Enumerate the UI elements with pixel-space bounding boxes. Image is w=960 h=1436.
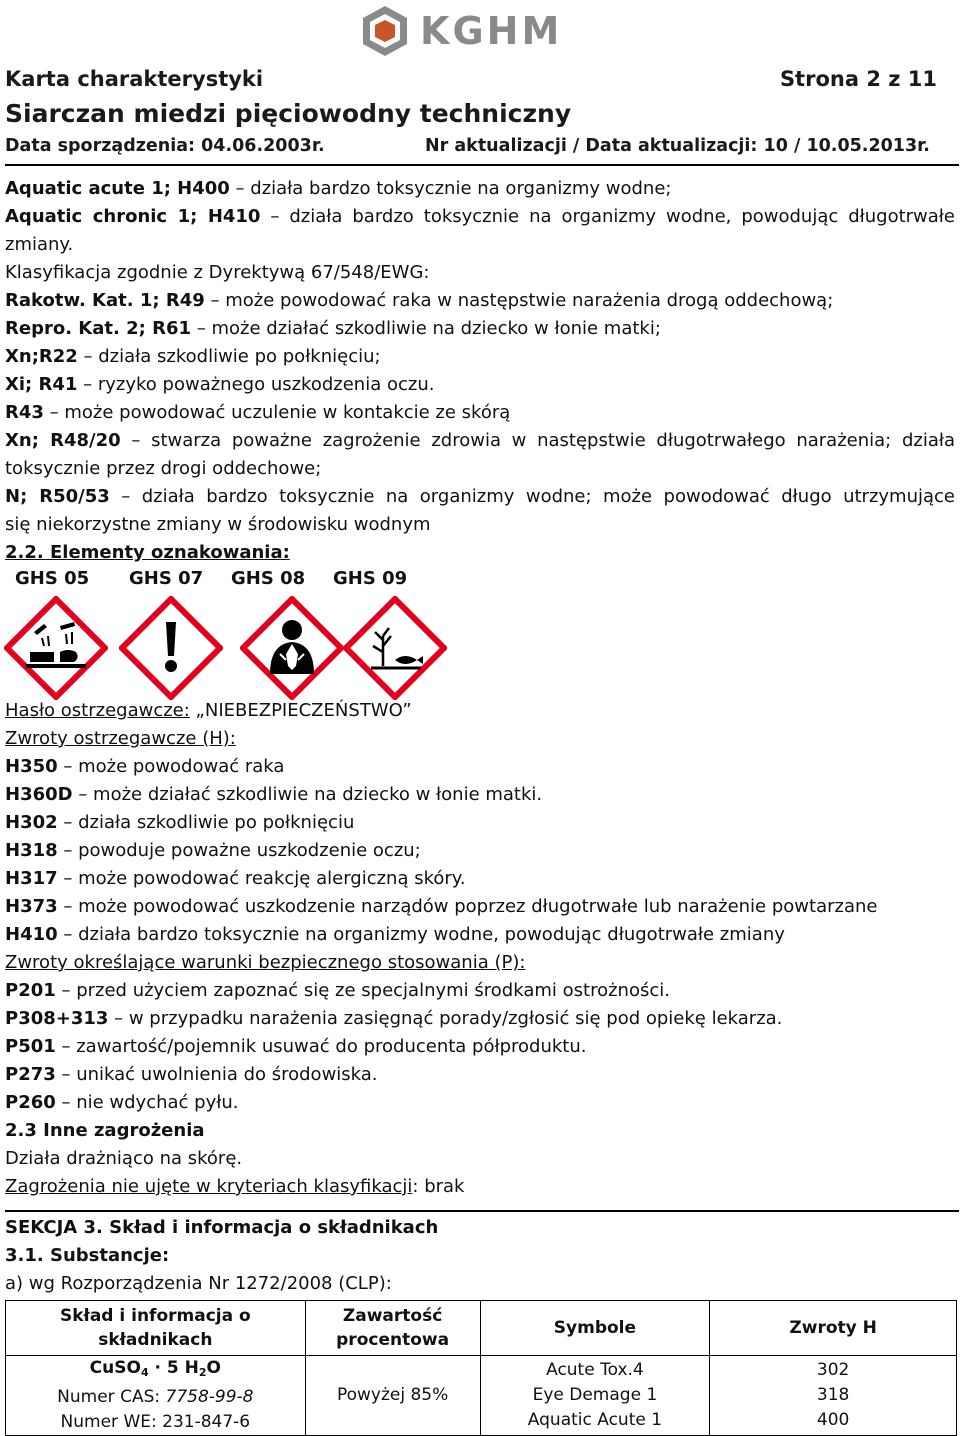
classification-block: [5, 175, 955, 567]
logo-mark-icon: [363, 6, 407, 56]
section-3-title: SEKCJA 3. Skład i informacja o składnikach: [5, 1217, 439, 1238]
text-line: R43 – może powodować uczulenie w kontakcie ze skórą: [5, 402, 511, 423]
update-info: Nr aktualizacji / Data aktualizacji: 10 / 10.05.2013r.: [425, 136, 930, 156]
h-code: 400: [816, 1410, 850, 1430]
text-line: toksycznie przez drogi oddechowe;: [5, 458, 322, 479]
text-line: zmiany.: [5, 234, 74, 255]
symbol: Acute Tox.4: [546, 1360, 644, 1380]
regulation-line: a) wg Rozporządzenia Nr 1272/2008 (CLP):: [5, 1273, 392, 1294]
h-code: 318: [816, 1385, 850, 1405]
h-statement: H350 – może powodować raka: [5, 756, 285, 777]
logo-text: KGHM: [420, 9, 563, 53]
doc-type: Karta charakterystyki: [5, 67, 264, 91]
ghs-label: GHS 08: [231, 568, 306, 589]
text-line: Xn; R48/20 – stwarza poważne zagrożenie zdrowia w następstwie długotrwałego narażenia; działa: [5, 430, 955, 451]
cas-number: Numer CAS: 7758-99-8: [57, 1387, 254, 1407]
col-header: Symbole: [480, 1301, 710, 1356]
ghs-label: GHS 07: [129, 568, 204, 589]
col-header: Zawartość procentowa: [305, 1301, 480, 1356]
environment-icon: [343, 596, 447, 700]
we-number: Numer WE: 231-847-6: [60, 1412, 251, 1432]
formula: CuSO$_4$ · 5 $H_2O$: [89, 1358, 221, 1379]
header-row-3: [5, 136, 955, 160]
not-classified-line: Zagrożenia nie ujęte w kryteriach klasyfikacji: brak: [5, 1176, 465, 1197]
symbols-cell: [480, 1356, 710, 1436]
symbol: Eye Demage 1: [532, 1385, 658, 1405]
h-title: Zwroty ostrzegawcze (H):: [5, 728, 236, 749]
label-elements: [5, 697, 955, 1201]
table-row: [6, 1356, 957, 1436]
h-statement: H302 – działa szkodliwie po połknięciu: [5, 812, 355, 833]
text-line: Aquatic acute 1; H400 – działa bardzo toksycznie na organizmy wodne;: [5, 178, 672, 199]
section-3: [5, 1214, 955, 1298]
h-statement: H360D – może działać szkodliwie na dziecko w łonie matki.: [5, 784, 543, 805]
ghs-label: GHS 09: [333, 568, 408, 589]
p-statement: P273 – unikać uwolnienia do środowiska.: [5, 1064, 378, 1085]
p-statement: P308+313 – w przypadku narażenia zasięgnąć porady/zgłosić się pod opiekę lekarza.: [5, 1008, 783, 1029]
other-hazards-text: Działa drażniąco na skórę.: [5, 1148, 243, 1169]
h-statement: H373 – może powodować uszkodzenie narządów poprzez długotrwałe lub narażenie powtarzane: [5, 896, 878, 917]
symbol: Aquatic Acute 1: [527, 1410, 663, 1430]
text-line: Xn;R22 – działa szkodliwie po połknięciu;: [5, 346, 381, 367]
text-line: się niekorzystne zmiany w środowisku wodnym: [5, 514, 431, 535]
exclamation-icon: [119, 596, 223, 700]
section-heading: 2.2. Elementy oznakowania:: [5, 542, 290, 563]
header-row-1: [5, 67, 955, 97]
header-divider: [5, 164, 959, 166]
prep-date: Data sporządzenia: 04.06.2003r.: [5, 136, 325, 156]
text-line: Aquatic chronic 1; H410 – działa bardzo toksycznie na organizmy wodne, powodując długotrwałe: [5, 206, 955, 227]
h-code: 302: [816, 1360, 850, 1380]
page-number: Strona 2 z 11: [779, 67, 937, 91]
p-title: Zwroty określające warunki bezpiecznego stosowania (P):: [5, 952, 526, 973]
h-statement: H317 – może powodować reakcję alergiczną skóry.: [5, 868, 466, 889]
p-statement: P260 – nie wdychać pyłu.: [5, 1092, 239, 1113]
ghs-label: GHS 05: [15, 568, 90, 589]
other-hazards-title: 2.3 Inne zagrożenia: [5, 1120, 205, 1141]
p-statement: P201 – przed użyciem zapoznać się ze specjalnymi środkami ostrożności.: [5, 980, 670, 1001]
text-line: Repro. Kat. 2; R61 – może działać szkodliwie na dziecko w łonie matki;: [5, 318, 661, 339]
text-line: Klasyfikacja zgodnie z Dyrektywą 67/548/EWG:: [5, 262, 430, 283]
percent-cell: Powyżej 85%: [305, 1356, 480, 1436]
col-header: Skład i informacja o składnikach: [6, 1301, 306, 1356]
h-statement: H318 – powoduje poważne uszkodzenie oczu;: [5, 840, 421, 861]
kghm-logo: [358, 2, 608, 60]
p-statement: P501 – zawartość/pojemnik usuwać do producenta półproduktu.: [5, 1036, 587, 1057]
col-header: Zwroty H: [710, 1301, 957, 1356]
hcodes-cell: [710, 1356, 957, 1436]
corrosion-icon: [4, 596, 108, 700]
signal-word-line: Hasło ostrzegawcze: „NIEBEZPIECZEŃSTWO”: [5, 700, 412, 721]
text-line: Xi; R41 – ryzyko poważnego uszkodzenia oczu.: [5, 374, 435, 395]
product-title: Siarczan miedzi pięciowodny techniczny: [5, 99, 572, 128]
section-3-sub: 3.1. Substancje:: [5, 1245, 170, 1266]
substance-cell: [6, 1356, 306, 1436]
h-statement: H410 – działa bardzo toksycznie na organizmy wodne, powodując długotrwałe zmiany: [5, 924, 785, 945]
health-hazard-icon: [240, 596, 344, 700]
text-line: N; R50/53 – działa bardzo toksycznie na organizmy wodne; może powodować długo utrzymujące: [5, 486, 955, 507]
section-divider: [5, 1210, 959, 1212]
composition-table: [5, 1300, 957, 1436]
text-line: Rakotw. Kat. 1; R49 – może powodować raka w następstwie narażenia drogą oddechową;: [5, 290, 834, 311]
table-header-row: [6, 1301, 957, 1356]
